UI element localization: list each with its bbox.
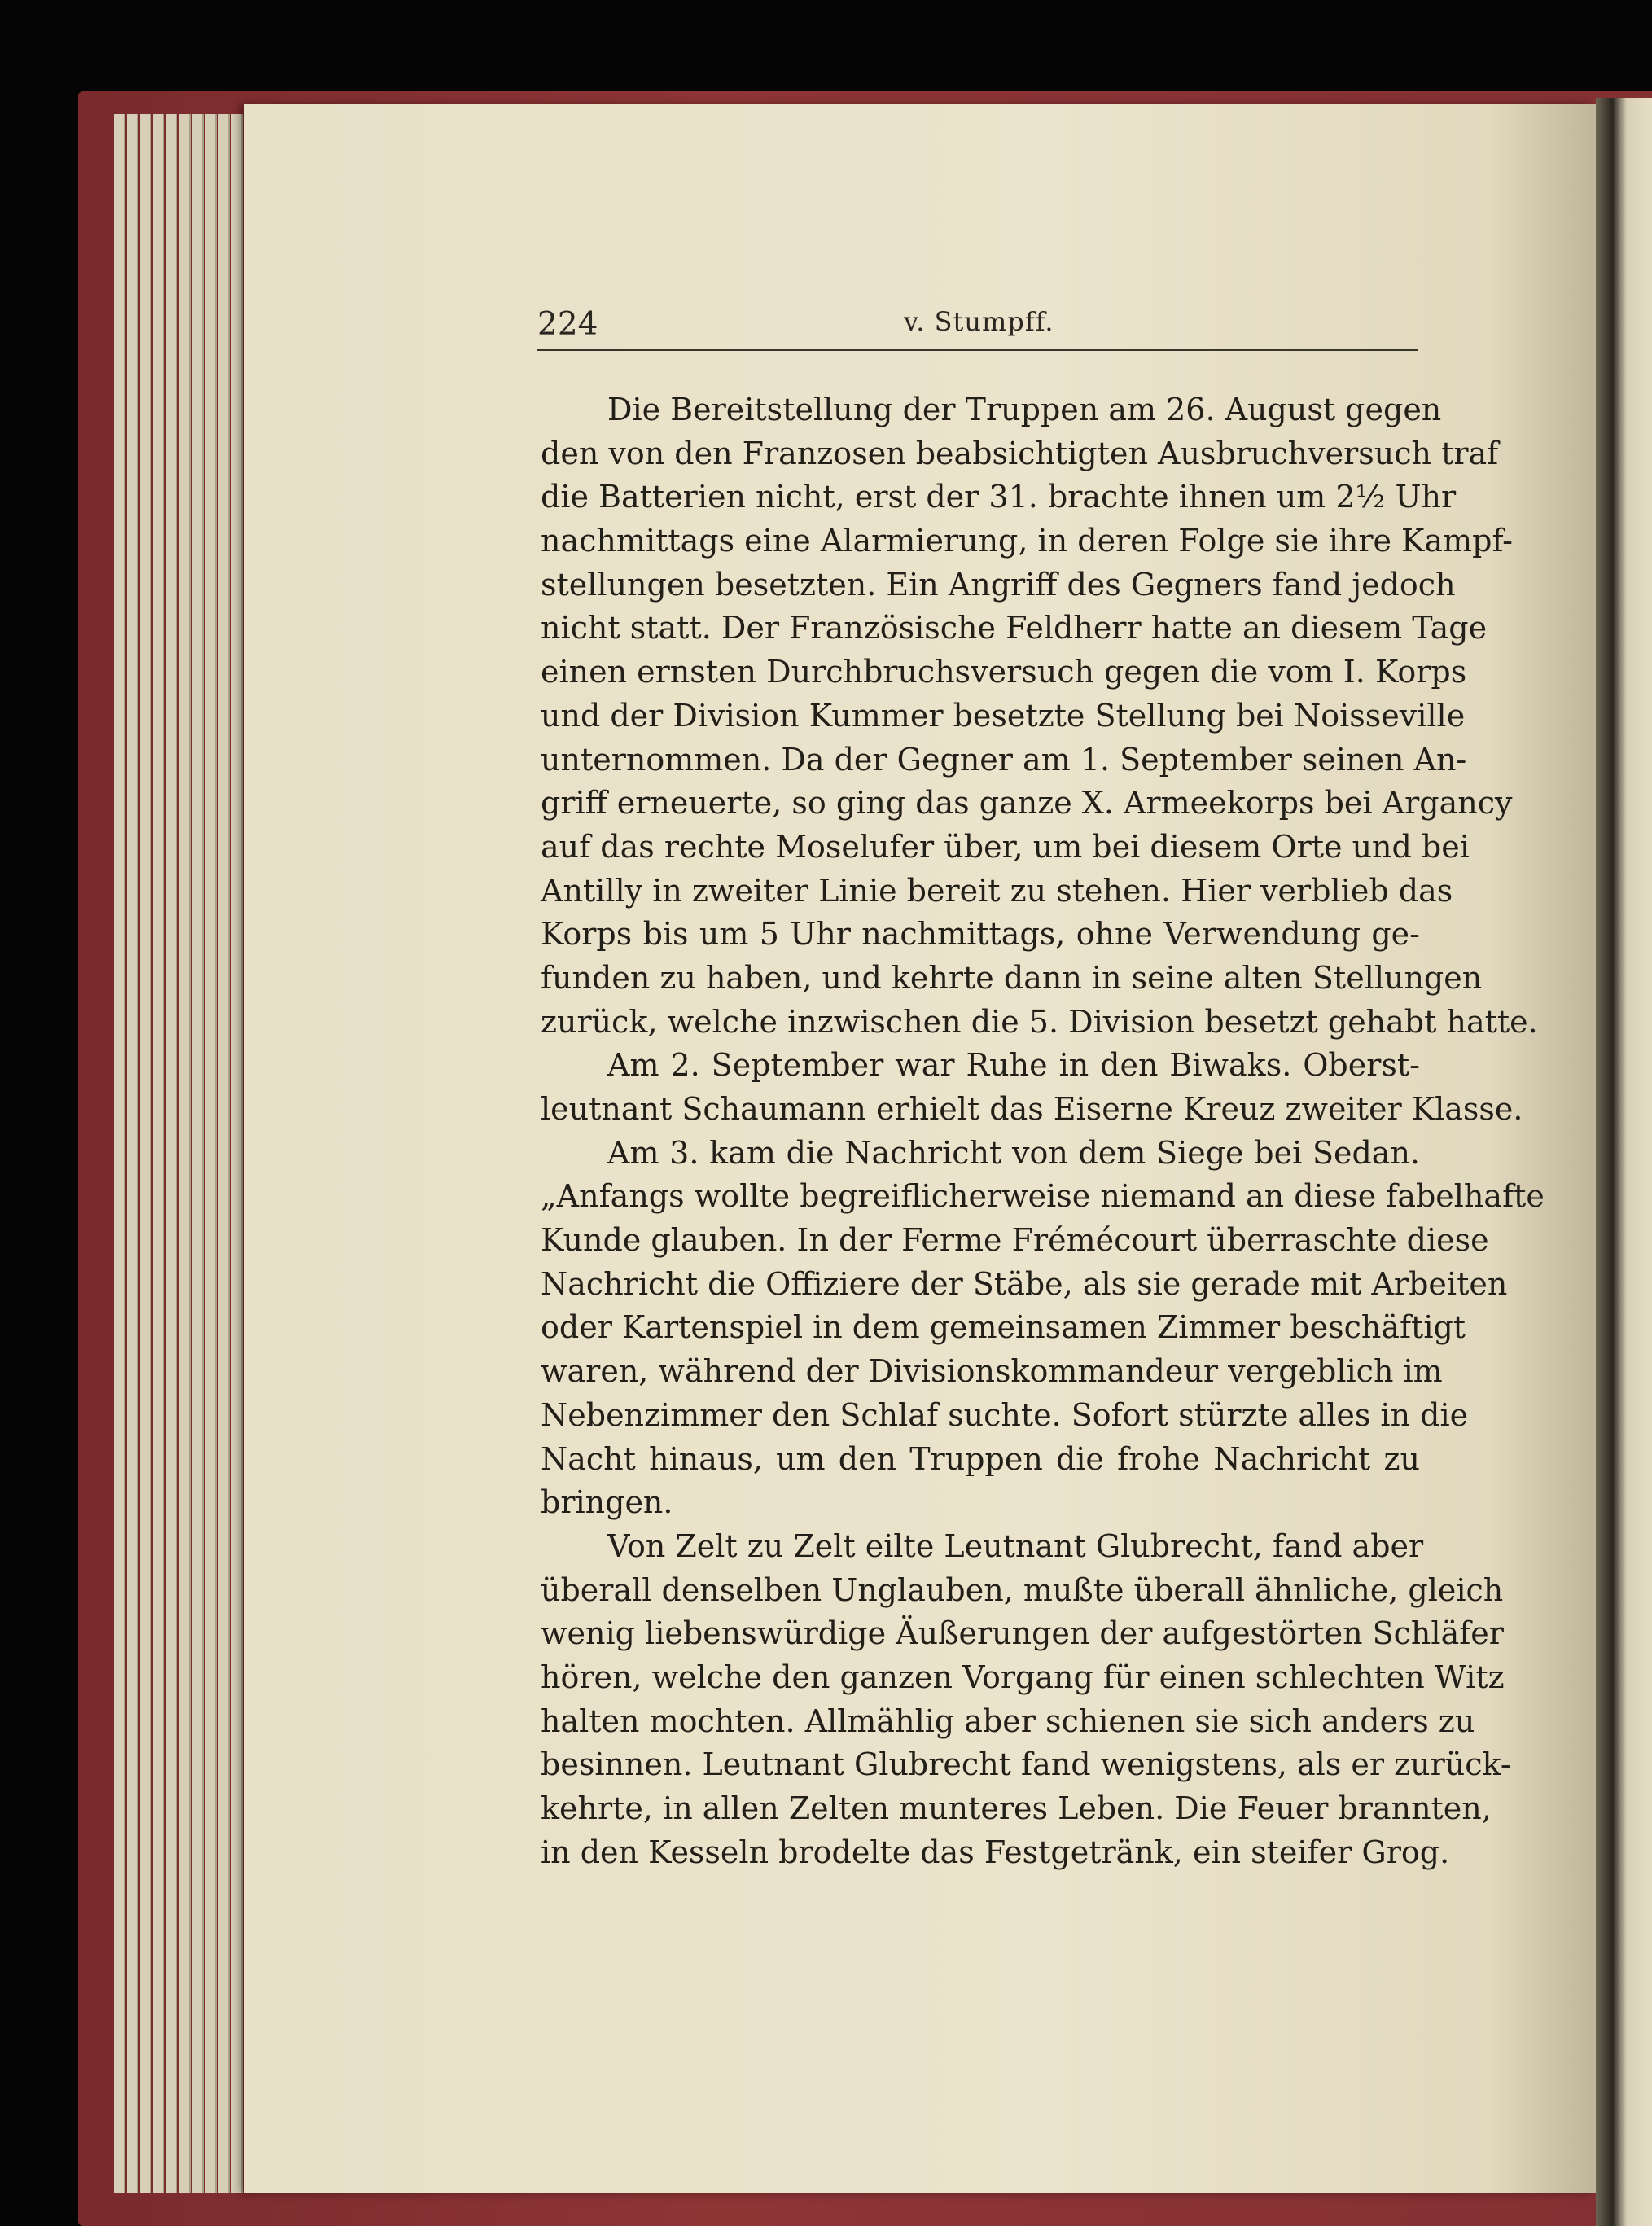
page-edge bbox=[192, 114, 204, 2193]
text-line: halten mochten. Allmählig aber schienen sie sich anders zu bbox=[541, 1702, 1475, 1739]
text-line: in den Kesseln brodelte das Festgetränk, ein steifer Grog. bbox=[541, 1834, 1450, 1870]
text-line: unternommen. Da der Gegner am 1. September seinen An- bbox=[541, 741, 1467, 778]
page-edge bbox=[179, 114, 191, 2193]
text-line: nicht statt. Der Französische Feldherr hatte an diesem Tage bbox=[541, 610, 1488, 646]
text-line: besinnen. Leutnant Glubrecht fand wenigstens, als er zurück- bbox=[541, 1746, 1511, 1783]
text-line: überall denselben Unglauben, mußte überall ähnliche, gleich bbox=[541, 1571, 1504, 1608]
page-edge bbox=[140, 114, 151, 2193]
text-line: stellungen besetzten. Ein Angriff des Gegners fand jedoch bbox=[541, 566, 1456, 603]
text-line: zurück, welche inzwischen die 5. Division besetzt gehabt hatte. bbox=[541, 1003, 1538, 1040]
text-line: hören, welche den ganzen Vorgang für einen schlechten Witz bbox=[541, 1659, 1505, 1695]
page-number: 224 bbox=[537, 306, 598, 343]
text-line: Nacht hinaus, um den Truppen die frohe Nachricht zu bbox=[541, 1440, 1420, 1477]
page-edge bbox=[166, 114, 177, 2193]
text-line: Kunde glauben. In der Ferme Frémécourt überraschte diese bbox=[541, 1222, 1489, 1259]
page-edge bbox=[205, 114, 217, 2193]
page-edge bbox=[127, 114, 138, 2193]
text-line: waren, während der Divisionskommandeur vergeblich im bbox=[541, 1353, 1443, 1390]
text-line: und der Division Kummer besetzte Stellung bei Noisseville bbox=[541, 697, 1466, 734]
text-line: griff erneuerte, so ging das ganze X. Armeekorps bei Argancy bbox=[541, 785, 1513, 822]
text-line: auf das rechte Moselufer über, um bei diesem Orte und bei bbox=[541, 828, 1470, 865]
text-line: Korps bis um 5 Uhr nachmittags, ohne Verwendung ge- bbox=[541, 916, 1420, 953]
text-line: Antilly in zweiter Linie bereit zu stehen. Hier verblieb das bbox=[541, 872, 1453, 909]
book-gutter bbox=[1596, 98, 1652, 2226]
body-text bbox=[541, 388, 1545, 1874]
text-line: bringen. bbox=[541, 1484, 673, 1521]
text-line: funden zu haben, und kehrte dann in seine alten Stellungen bbox=[541, 959, 1483, 996]
text-line: Am 2. September war Ruhe in den Biwaks. Oberst- bbox=[607, 1047, 1420, 1084]
page-edge bbox=[218, 114, 230, 2193]
text-line: leutnant Schaumann erhielt das Eiserne Kreuz zweiter Klasse. bbox=[541, 1091, 1523, 1127]
page-header bbox=[537, 301, 1417, 350]
header-rule bbox=[537, 349, 1418, 351]
text-line: Von Zelt zu Zelt eilte Leutnant Glubrecht, fand aber bbox=[607, 1527, 1424, 1564]
page-edge bbox=[114, 114, 125, 2193]
text-line: nachmittags eine Alarmierung, in deren Folge sie ihre Kampf- bbox=[541, 523, 1514, 559]
text-line: Nebenzimmer den Schlaf suchte. Sofort stürzte alles in die bbox=[541, 1396, 1469, 1433]
text-line: den von den Franzosen beabsichtigten Ausbruchversuch traf bbox=[541, 435, 1499, 471]
text-line: „Anfangs wollte begreiflicherweise niemand an diese fabelhafte bbox=[541, 1178, 1545, 1215]
text-line: oder Kartenspiel in dem gemeinsamen Zimmer beschäftigt bbox=[541, 1309, 1466, 1346]
text-line: wenig liebenswürdige Äußerungen der aufgestörten Schläfer bbox=[541, 1615, 1504, 1652]
text-line: einen ernsten Durchbruchsversuch gegen die vom I. Korps bbox=[541, 654, 1467, 690]
text-line: Die Bereitstellung der Truppen am 26. August gegen bbox=[607, 392, 1442, 427]
running-head: v. Stumpff. bbox=[904, 306, 1054, 337]
text-line: Am 3. kam die Nachricht von dem Siege bei Sedan. bbox=[607, 1134, 1420, 1171]
text-line: Nachricht die Offiziere der Stäbe, als sie gerade mit Arbeiten bbox=[541, 1265, 1508, 1302]
page-edge bbox=[231, 114, 243, 2193]
text-line: die Batterien nicht, erst der 31. brachte ihnen um 2½ Uhr bbox=[541, 479, 1457, 515]
text-line: kehrte, in allen Zelten munteres Leben. Die Feuer brannten, bbox=[541, 1790, 1492, 1826]
page-edge bbox=[153, 114, 164, 2193]
